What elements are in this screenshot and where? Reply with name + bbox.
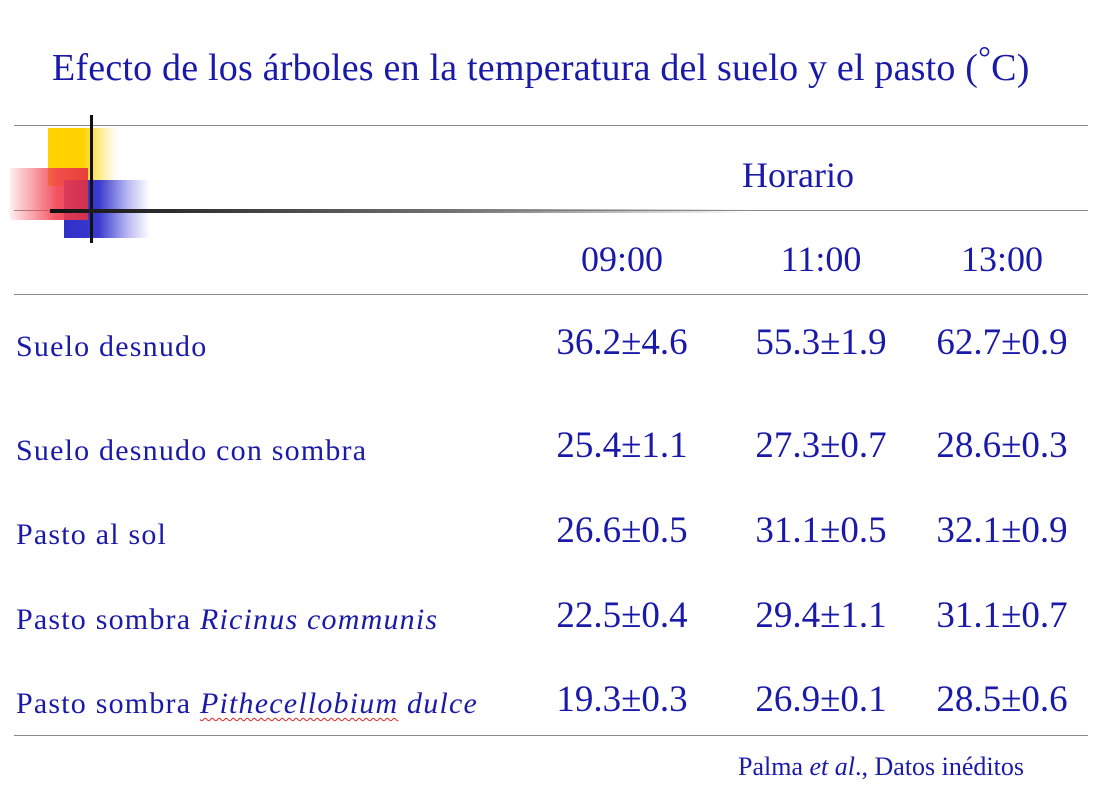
- table-cell: 28.6±0.3: [936, 425, 1068, 466]
- source-citation: [738, 752, 1024, 782]
- group-header-horario: Horario: [742, 155, 854, 195]
- species-name-spellcheck: Pithecellobium: [199, 687, 399, 720]
- column-header-1100: 11:00: [780, 239, 862, 279]
- table-cell: 31.1±0.7: [936, 595, 1068, 636]
- table-cell: 19.3±0.3: [556, 679, 688, 720]
- table-cell: 36.2±4.6: [556, 322, 688, 363]
- column-header-rule: [14, 294, 1088, 295]
- degree-symbol: °: [978, 39, 992, 75]
- table-cell: 55.3±1.9: [755, 322, 887, 363]
- table-cell: 25.4±1.1: [556, 425, 688, 466]
- table-cell: 29.4±1.1: [755, 595, 887, 636]
- row-label-text: Pasto sombra: [16, 687, 200, 720]
- table-cell: 27.3±0.7: [755, 425, 887, 466]
- table-cell: 62.7±0.9: [936, 322, 1068, 363]
- slide-title: [52, 39, 1092, 90]
- table-cell: 22.5±0.4: [556, 595, 688, 636]
- column-header-0900: 09:00: [580, 239, 663, 279]
- row-label-suelo-desnudo: Suelo desnudo: [16, 330, 208, 363]
- source-author: Palma: [738, 752, 810, 781]
- row-label-text: Pasto sombra: [16, 603, 200, 636]
- table-cell: 32.1±0.9: [936, 510, 1068, 551]
- table-cell: 26.6±0.5: [556, 510, 688, 551]
- table-cell: 28.5±0.6: [936, 679, 1068, 720]
- row-label-pasto-sombra-ricinus: [16, 603, 438, 637]
- table-cell: 26.9±0.1: [755, 679, 887, 720]
- species-name: Ricinus communis: [199, 603, 439, 636]
- title-unit-end: C): [991, 47, 1030, 89]
- source-etal: et al: [809, 752, 855, 781]
- table-top-rule: [14, 125, 1088, 126]
- row-label-suelo-desnudo-con-sombra: Suelo desnudo con sombra: [16, 434, 368, 467]
- decorative-squares-logo: [0, 110, 160, 250]
- row-label-pasto-sombra-pithecellobium: [16, 687, 478, 721]
- species-epithet: dulce: [398, 687, 479, 720]
- column-header-1300: 13:00: [960, 239, 1043, 279]
- logo-vertical-bar: [90, 115, 93, 243]
- table-cell: 31.1±0.5: [755, 510, 887, 551]
- table-bottom-rule: [14, 735, 1088, 736]
- title-text: Efecto de los árboles en la temperatura del suelo y el pasto (: [52, 47, 979, 89]
- logo-horizontal-bar: [50, 209, 750, 213]
- row-label-pasto-al-sol: Pasto al sol: [16, 518, 168, 551]
- source-rest: ., Datos inéditos: [855, 752, 1024, 781]
